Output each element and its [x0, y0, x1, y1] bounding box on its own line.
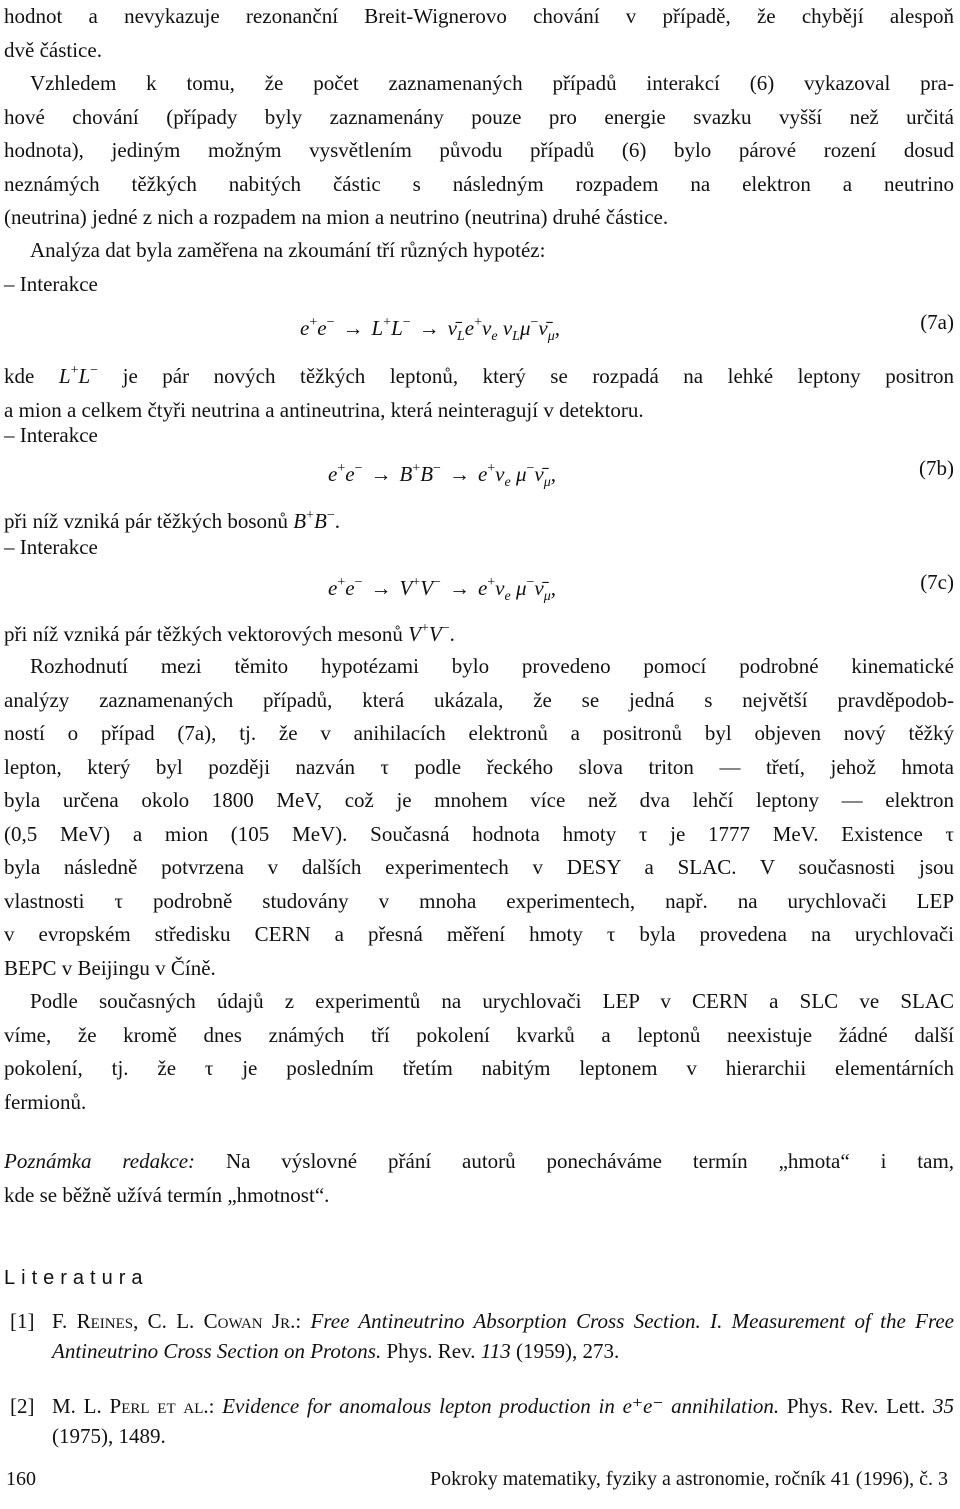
interakce-label-a: – Interakce	[4, 272, 98, 296]
text-line: pokolení, tj. že τ je posledním třetím nabitým leptonem v hierarchii elementárních	[4, 1056, 954, 1080]
text-line: hové chování (případy byly zaznamenány pouze pro energie svazku vyšší než určitá	[4, 104, 954, 129]
equation-7c: $e^+e^- \to V^+V^- \to e^+\nu_e$ $\mu^-\nū_\mu$,	[328, 575, 557, 604]
analysis-line: Analýza dat byla zaměřena na zkoumání tří různých hypotéz:	[30, 238, 546, 262]
text-line: (0,5 MeV) a mion (105 MeV). Současná hodnota hmoty τ je 1777 MeV. Existence τ	[4, 821, 954, 846]
reference-authors: M. L. Perl et al.:	[52, 1394, 215, 1418]
reference-volume: 35	[933, 1394, 955, 1418]
text-line: vlastnosti τ podrobně studovány v mnoha experimentech, např. na urychlovači LEP	[4, 888, 954, 913]
reference-number: [2]	[10, 1394, 35, 1418]
equation-number-7a: (7a)	[920, 310, 954, 334]
text-line: kde se běžně užívá termín „hmotnost“.	[4, 1182, 330, 1207]
intro-paragraph	[4, 0, 954, 67]
text-line: je pár nových těžkých leptonů, který se rozpadá na lehké leptony positron	[122, 364, 955, 388]
generations-paragraph	[4, 985, 954, 1119]
decision-paragraph	[4, 650, 954, 985]
reference-rest: (1975), 1489.	[52, 1424, 166, 1448]
text-line: (neutrina) jedné z nich a rozpadem na mion a neutrino (neutrina) druhé částice.	[4, 205, 669, 229]
text-line: víme, že kromě dnes známých tří pokolení kvarků a leptonů neexistuje žádné další	[4, 1022, 954, 1047]
equation-number-7b: (7b)	[919, 456, 954, 480]
after-7a-paragraph: kde L+L− je pár nových těžkých leptonů, který se rozpadá na lehké leptony positron a mion a celkem čtyři neutrina a antineutrina, která neinteragují v detektoru.	[4, 354, 954, 427]
reference-title: Evidence for anomalous lepton production in e⁺e⁻ annihilation.	[222, 1394, 780, 1418]
equation-number-7c: (7c)	[920, 570, 954, 594]
after-7c-line: při níž vzniká pár těžkých vektorových mesonů V+V−.	[4, 621, 455, 646]
text-line: neznámých těžkých nabitých částic s následným rozpadem na elektron a neutrino	[4, 171, 954, 196]
reference-journal: Phys. Rev.	[386, 1339, 476, 1363]
text-line: analýzy zaznamenaných případů, která ukázala, že se jedná s největší pravděpodob-	[4, 687, 954, 712]
note-label: Poznámka redakce:	[4, 1149, 196, 1173]
after-7b-line: při níž vzniká pár těžkých bosonů B+B−.	[4, 508, 340, 533]
text-line: Podle současných údajů z experimentů na urychlovači LEP v CERN a SLC ve SLAC	[30, 989, 954, 1013]
text-line: BEPC v Beijingu v Číně.	[4, 955, 216, 980]
editorial-note	[4, 1145, 954, 1212]
page-number: 160	[6, 1468, 36, 1490]
journal-citation: Pokroky matematiky, fyziky a astronomie, ročník 41 (1996), č. 3	[429, 1468, 948, 1490]
equation-7b: $e^+e^- \to B^+B^- \to e^+\nu_e$ $\mu^-\nū_\mu$,	[328, 461, 557, 490]
text-line: lepton, který byl později nazván τ podle řeckého slova triton — třetí, jehož hmota	[4, 754, 954, 779]
reference-authors: F. Reines, C. L. Cowan Jr.:	[52, 1309, 302, 1333]
text-line: hodnot a nevykazuje rezonanční Breit-Wignerovo chování v případě, že chybějí alespoň	[4, 4, 954, 28]
reference-title: Free Antineutrino Absorption Cross Section. I. Measurement of the Free Antineutrino Cross Section on Protons.	[52, 1309, 954, 1363]
text-line: Rozhodnutí mezi těmito hypotézami bylo provedeno pomocí podrobné kinematické	[30, 654, 954, 678]
hypothesis-paragraph	[4, 67, 954, 235]
text-line: Vzhledem k tomu, že počet zaznamenaných případů interakcí (6) vykazoval pra-	[30, 71, 954, 95]
text-line: ností o případ (7a), tj. že v anihilacích elektronů a positronů byl objeven nový těžký	[4, 721, 954, 745]
reference-journal: Phys. Rev. Lett.	[786, 1394, 926, 1418]
reference-rest: (1959), 273.	[515, 1339, 620, 1363]
text-line: a mion a celkem čtyři neutrina a antineutrina, která neinteragují v detektoru.	[4, 397, 644, 422]
interakce-label-c: – Interakce	[4, 535, 98, 559]
text-line: při níž vzniká pár těžkých vektorových mesonů	[4, 622, 403, 646]
reference-volume: 113	[480, 1339, 511, 1363]
literature-heading: Literatura	[4, 1267, 149, 1289]
text-prefix: kde	[4, 364, 35, 388]
text-line: dvě částice.	[4, 37, 102, 62]
reference-number: [1]	[10, 1309, 35, 1333]
text-line: Na výslovné přání autorů ponecháváme termín „hmota“ i tam,	[225, 1149, 955, 1173]
text-line: byla následně potvrzena v dalších experimentech v DESY a SLAC. V současnosti jsou	[4, 855, 954, 879]
text-line: byla určena okolo 1800 MeV, což je mnohem více než dva lehčí leptony — elektron	[4, 788, 954, 812]
text-line: fermionů.	[4, 1089, 87, 1114]
text-line: v evropském středisku CERN a přesná měření hmoty τ byla provedena na urychlovači	[4, 922, 954, 946]
equation-7a: $e^+e^- \to L^+L^- \to \nū_Le^+\nu_e$ $\nu_L\mu^-\nū_\mu$,	[300, 315, 560, 344]
interakce-label-b: – Interakce	[4, 423, 98, 447]
text-line: hodnota), jediným možným vysvětlením původu případů (6) bylo párové rození dosud	[4, 138, 954, 162]
text-line: při níž vzniká pár těžkých bosonů	[4, 509, 288, 533]
